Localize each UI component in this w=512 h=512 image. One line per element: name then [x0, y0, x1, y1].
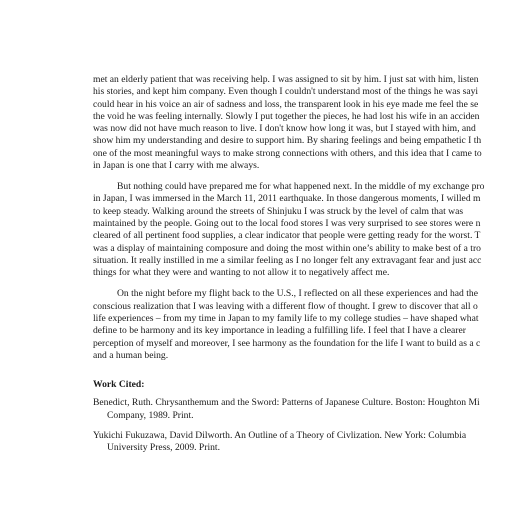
text-line: things for what they were and wanting to not allow it to negatively affect me.	[93, 267, 390, 279]
text-line: the void he was feeling internally. Slowly I put together the pieces, he had lost his wife in an acciden	[93, 110, 480, 122]
text-line: cleared of all pertinent food supplies, a clear indicator that people were getting ready for the worst. T	[93, 230, 481, 242]
paragraph-1	[93, 74, 512, 172]
citation-line: Benedict, Ruth. Chrysanthemum and the Sword: Patterns of Japanese Culture. Boston: Houghton Mi	[93, 397, 480, 409]
paragraph-3	[93, 288, 512, 362]
citation-line: University Press, 2009. Print.	[107, 441, 220, 453]
citation-entry	[93, 430, 512, 455]
text-line: On the night before my flight back to the U.S., I reflected on all these experiences and had the	[117, 288, 478, 300]
citation-entry	[93, 397, 512, 422]
document-body	[93, 74, 512, 462]
text-line: was a display of maintaining composure and doing the most within one’s ability to make best of a tro	[93, 242, 481, 254]
works-cited-heading: Work Cited:	[93, 379, 145, 391]
text-line: was now did not have much reason to live. I don't know how long it was, but I stayed with him, and	[93, 123, 476, 135]
text-line: and a human being.	[93, 349, 169, 361]
text-line: maintained by the people. Going out to the local food stores I was very surprised to see stores were n	[93, 218, 481, 230]
text-line: conscious realization that I was leaving with a different flow of thought. I grew to discover that all o	[93, 300, 478, 312]
text-line: show him my understanding and desire to support him. By sharing feelings and being empathetic I th	[93, 135, 482, 147]
text-line: to keep steady. Walking around the streets of Shinjuku I was struck by the level of calm that was	[93, 205, 464, 217]
text-line: his stories, and kept him company. Even though I couldn't understand most of the things he was sayi	[93, 86, 479, 98]
paragraph-2	[93, 181, 512, 279]
text-line: could hear in his voice an air of sadness and loss, the transparent look in his eye made me feel the se	[93, 98, 479, 110]
text-line: perception of myself and moreover, I see harmony as the foundation for the life I want to build as a c	[93, 337, 481, 349]
citation-line: Company, 1989. Print.	[107, 409, 194, 421]
text-line: situation. It really instilled in me a similar feeling as I no longer felt any extravagant fear and just acc	[93, 254, 482, 266]
text-line: life experiences – from my time in Japan to my family life to my college studies – have shaped what	[93, 312, 479, 324]
text-line: in Japan, I was immersed in the March 11, 2011 earthquake. In those dangerous moments, I willed m	[93, 193, 481, 205]
text-line: define to be harmony and its key importance in leading a fulfilling life. I feel that I have a clearer	[93, 325, 466, 337]
citation-line: Yukichi Fukuzawa, David Dilworth. An Outline of a Theory of Civlization. New York: Columbia	[93, 429, 467, 441]
text-line: met an elderly patient that was receiving help. I was assigned to sit by him. I just sat with him, listen	[93, 74, 479, 85]
text-line: one of the most meaningful ways to make strong connections with others, and this idea that I came to	[93, 147, 482, 159]
text-line: But nothing could have prepared me for what happened next. In the middle of my exchange pro	[117, 181, 485, 193]
text-line: in Japan is one that I carry with me always.	[93, 160, 260, 172]
